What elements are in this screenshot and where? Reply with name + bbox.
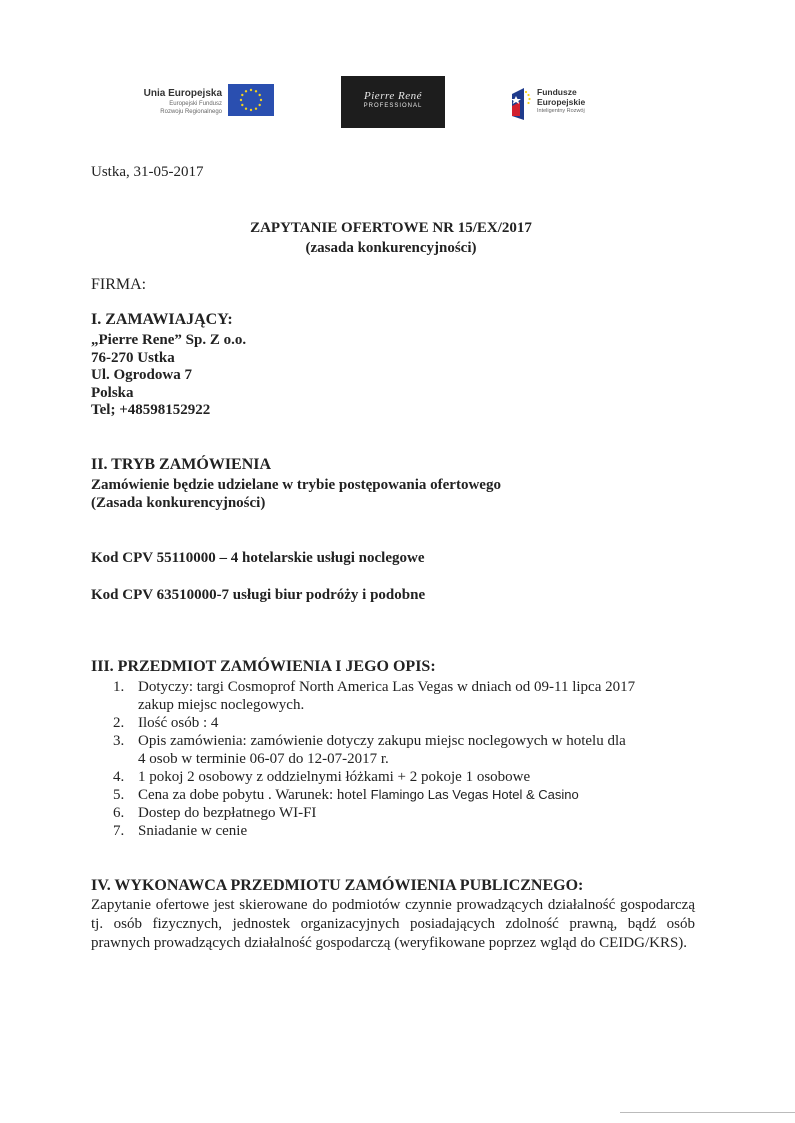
list-item: 5. Cena za dobe pobytu . Warunek: hotel Flamingo Las Vegas Hotel & Casino: [113, 787, 579, 803]
fundusze-europejskie-logo: [510, 86, 620, 126]
company-country: Polska: [91, 384, 134, 401]
pierre-rene-logo-name: Pierre René: [364, 90, 422, 102]
przedmiot-list: [91, 678, 711, 840]
logo-bar: [0, 76, 795, 132]
list-item: 6. Dostep do bezpłatnego WI-FI: [113, 805, 317, 821]
list-item: 7. Sniadanie w cenie: [113, 823, 248, 839]
tryb-line1: Zamówienie będzie udzielane w trybie postępowania ofertowego: [91, 477, 501, 493]
cpv-code-1: Kod CPV 55110000 – 4 hotelarskie usługi noclegowe: [91, 550, 425, 566]
fundusze-europejskie-mark-icon: [510, 86, 532, 122]
document-subtitle: (zasada konkurencyjności): [305, 240, 477, 256]
list-item: 3. Opis zamówienia: zamówienie dotyczy zakupu miejsc noclegowych w hotelu dla 4 osob w terminie 06-07 do 12-07-2017 r.: [113, 733, 626, 767]
company-street: Ul. Ogrodowa 7: [91, 367, 192, 383]
eu-logo-line2: Rozwoju Regionalnego: [160, 109, 222, 115]
eu-logo-line1: Europejski Fundusz: [169, 101, 222, 107]
list-item: 2. Ilość osób : 4: [113, 715, 219, 731]
cpv-code-2: Kod CPV 63510000-7 usługi biur podróży i podobne: [91, 587, 426, 603]
tryb-heading: II. TRYB ZAMÓWIENIA: [91, 456, 272, 473]
fundusze-logo-sub: Inteligentny Rozwój: [537, 108, 585, 114]
eu-logo-title: Unia Europejska: [143, 88, 222, 99]
wykonawca-paragraph: Zapytanie ofertowe jest skierowane do podmiotów czynnie prowadzących działalność gospodarczą tj. osób fizycznych, jednostek organizacyjnych posiadających zdolność prawną, bądź osób prawnych prowadzących działalność gospodarczą (weryfikowane poprzez wgląd do CEIDG/KRS).: [91, 897, 695, 951]
fundusze-logo-line1: Fundusze: [537, 87, 577, 97]
company-name: „Pierre Rene” Sp. Z o.o.: [91, 332, 247, 348]
place-date: Ustka, 31-05-2017: [91, 164, 204, 180]
page-edge-divider: [620, 1112, 795, 1113]
firma-label: FIRMA:: [91, 276, 147, 293]
zamawiajacy-address: [91, 332, 246, 420]
wykonawca-heading: IV. WYKONAWCA PRZEDMIOTU ZAMÓWIENIA PUBLICZNEGO:: [91, 877, 584, 894]
document-title: ZAPYTANIE OFERTOWE NR 15/EX/2017: [250, 220, 532, 236]
zamawiajacy-heading: I. ZAMAWIAJĄCY:: [91, 311, 233, 328]
tryb-line2: (Zasada konkurencyjności): [91, 494, 266, 511]
fundusze-logo-line2: Europejskie: [537, 97, 586, 107]
pierre-rene-logo: [341, 76, 445, 128]
list-item: 4. 1 pokoj 2 osobowy z oddzielnymi łóżkami + 2 pokoje 1 osobowe: [113, 769, 531, 785]
company-postal: 76-270 Ustka: [91, 349, 175, 366]
list-item: 1. Dotyczy: targi Cosmoprof North America Las Vegas w dniach od 09-11 lipca 2017 zakup miejsc noclegowych.: [113, 679, 636, 713]
tryb-body: [91, 477, 501, 512]
company-tel: Tel; +48598152922: [91, 402, 211, 418]
eu-logo: [134, 84, 284, 124]
eu-flag-icon: [228, 84, 274, 116]
przedmiot-heading: III. PRZEDMIOT ZAMÓWIENIA I JEGO OPIS:: [91, 658, 436, 675]
pierre-rene-logo-sub: PROFESSIONAL: [363, 103, 423, 109]
